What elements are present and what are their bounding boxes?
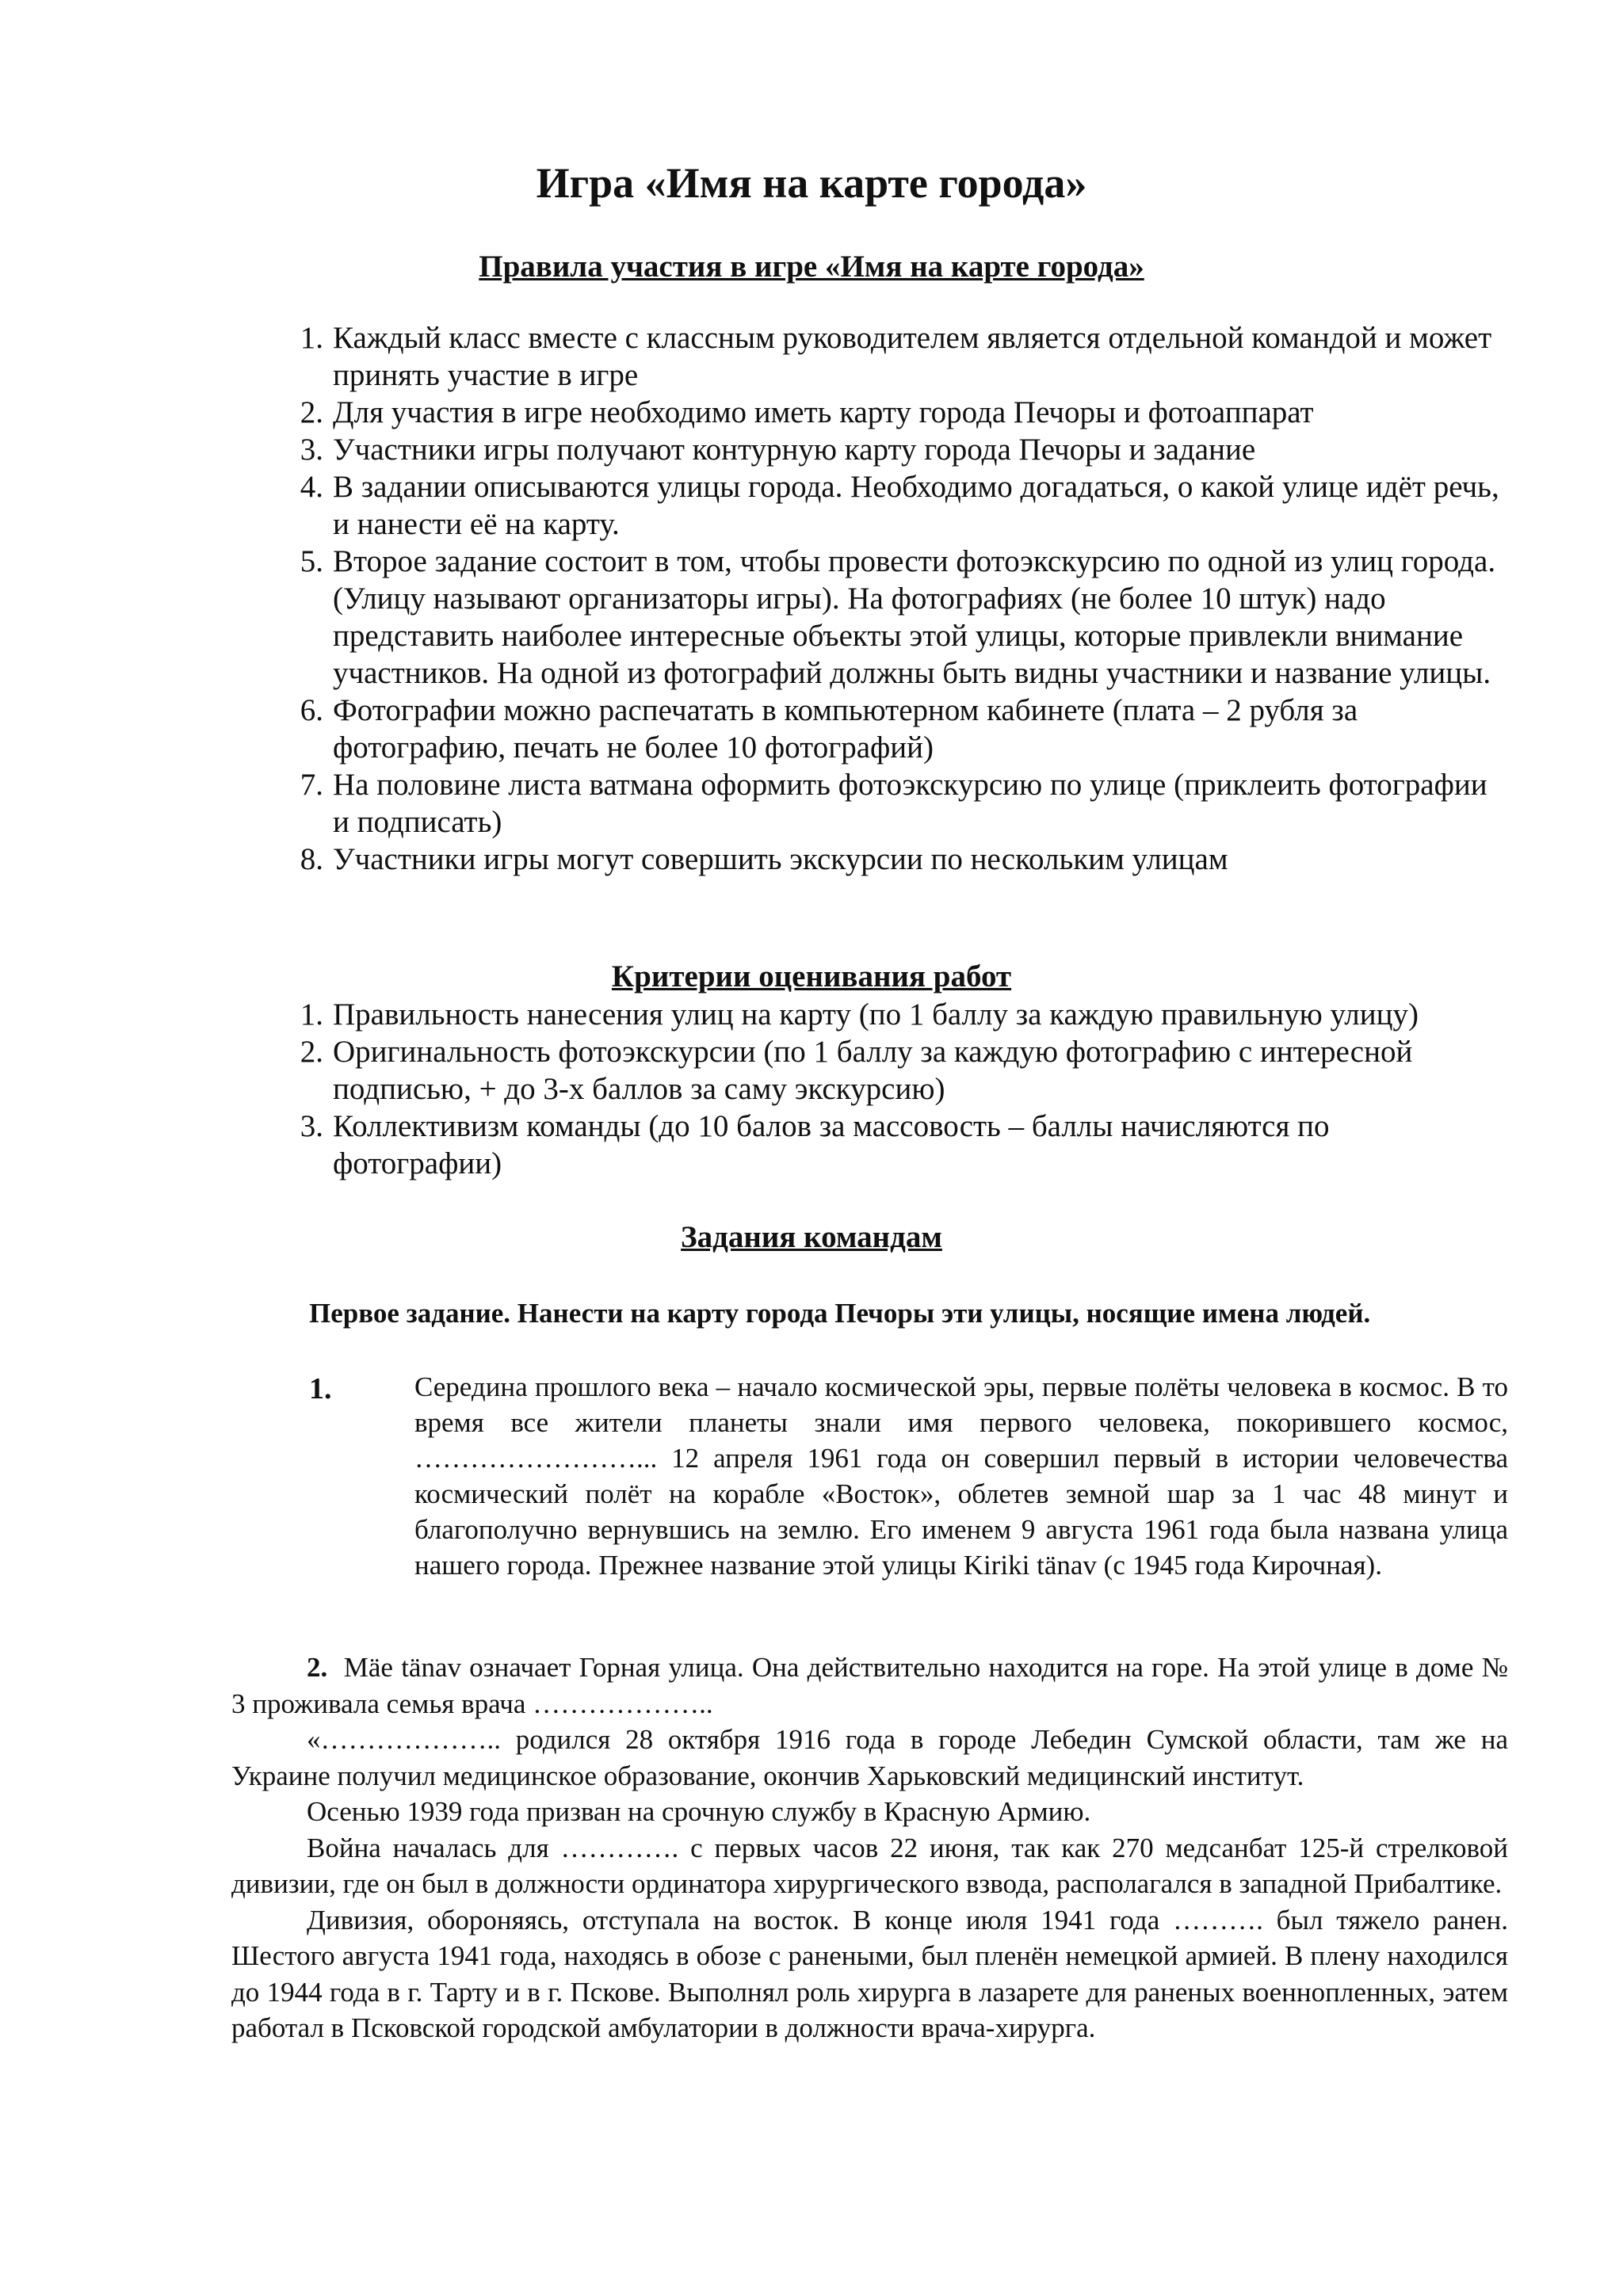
- item-number: 8.: [300, 842, 323, 876]
- list-item: [300, 766, 1506, 841]
- list-item: [300, 692, 1506, 766]
- item-text: Оригинальность фотоэкскурсии (по 1 баллу за каждую фотографию с интересной подписью, + до 3-х баллов за саму экскурсию): [333, 1035, 1413, 1106]
- page-title: Игра «Имя на карте города»: [536, 159, 1087, 207]
- item-text: Для участия в игре необходимо иметь карту города Печоры и фотоаппарат: [333, 395, 1314, 429]
- task2-paragraph: Война началась для …………. с первых часов 22 июня, так как 270 медсанбат 125-й стрелковой дивизии, где он был в должности ординатора хирургического взвода, располагался в западной Прибалтике.: [231, 1832, 1508, 1899]
- item-text: Второе задание состоит в том, чтобы провести фотоэкскурсию по одной из улиц города. (Улицу называют организаторы игры). На фотографиях (не более 10 штук) надо представить наиболее интересные объекты этой улицы, которые привлекли внимание участников. На одной из фотографий должны быть видны участники и название улицы.: [333, 544, 1496, 690]
- list-item: [300, 394, 1506, 431]
- task2-number: 2.: [307, 1652, 328, 1683]
- item-text: Участники игры получают контурную карту города Печоры и задание: [333, 433, 1256, 467]
- list-item: [300, 431, 1506, 468]
- task1-number: 1.: [309, 1372, 332, 1405]
- first-task-heading: Первое задание. Нанести на карту города Печоры эти улицы, носящие имена людей.: [309, 1298, 1371, 1329]
- list-item: [300, 1033, 1506, 1108]
- list-item: [300, 996, 1506, 1033]
- list-item: [300, 468, 1506, 543]
- item-number: 3.: [300, 1109, 323, 1143]
- item-number: 2.: [300, 1035, 323, 1069]
- criteria-list: [300, 996, 1506, 1182]
- task2-paragraph-text: Mäe tänav означает Горная улица. Она действительно находится на горе. На этой улице в доме № 3 проживала семья врача ………………..: [231, 1652, 1508, 1719]
- list-item: [300, 319, 1506, 394]
- list-item: [300, 841, 1506, 878]
- item-text: Участники игры могут совершить экскурсии по нескольким улицам: [333, 842, 1228, 876]
- item-number: 4.: [300, 470, 323, 504]
- item-number: 5.: [300, 544, 323, 578]
- task1-text: Середина прошлого века – начало космической эры, первые полёты человека в космос. В то время все жители планеты знали имя первого человека, покорившего космос, ……………………... 12 апреля 1961 года он совершил первый в истории человечества космический полёт на корабле «Восток», облетев земной шар за 1 час 48 минут и благополучно вернувшись на землю. Его именем 9 августа 1961 года была названа улица нашего города. Прежнее название этой улицы Kiriki tänav (с 1945 года Кирочная).: [414, 1371, 1508, 1581]
- list-item: [300, 1108, 1506, 1182]
- task2-block: [231, 1650, 1508, 2046]
- task2-paragraph: Дивизия, обороняясь, отступала на восток. В конце июля 1941 года ………. был тяжело ранен. Шестого августа 1941 года, находясь в обозе с ранеными, был пленён немецкой армией. В плену находился до 1944 года в г. Тарту и в г. Пскове. Выполнял роль хирурга в лазарете для раненых военнопленных, эатем работал в Псковской городской амбулатории в должности врача-хирурга.: [231, 1904, 1508, 2043]
- task2-paragraph: «……………….. родился 28 октября 1916 года в городе Лебедин Сумской области, там же на Украине получил медицинское образование, окончив Харьковский медицинский институт.: [231, 1724, 1508, 1791]
- item-text: Каждый класс вместе с классным руководителем является отдельной командой и может принять участие в игре: [333, 321, 1492, 392]
- rules-list: [300, 319, 1506, 878]
- item-number: 6.: [300, 693, 323, 727]
- item-text: В задании описываются улицы города. Необходимо догадаться, о какой улице идёт речь, и нанести её на карту.: [333, 470, 1499, 541]
- list-item: [300, 543, 1506, 692]
- item-number: 3.: [300, 433, 323, 467]
- item-number: 1.: [300, 997, 323, 1032]
- tasks-heading: Задания командам: [681, 1220, 942, 1254]
- item-number: 2.: [300, 395, 323, 429]
- task2-paragraph: [231, 1650, 1508, 1722]
- item-text: Правильность нанесения улиц на карту (по 1 баллу за каждую правильную улицу): [333, 997, 1419, 1032]
- item-number: 7.: [300, 768, 323, 802]
- rules-heading: Правила участия в игре «Имя на карте города»: [479, 250, 1144, 284]
- task2-paragraph: Осенью 1939 года призван на срочную службу в Красную Армию.: [307, 1796, 1091, 1827]
- item-number: 1.: [300, 321, 323, 355]
- item-text: На половине листа ватмана оформить фотоэкскурсию по улице (приклеить фотографии и подписать): [333, 768, 1487, 839]
- item-text: Фотографии можно распечатать в компьютерном кабинете (плата – 2 рубля за фотографию, печать не более 10 фотографий): [333, 693, 1358, 765]
- criteria-heading: Критерии оценивания работ: [611, 959, 1012, 994]
- item-text: Коллективизм команды (до 10 балов за массовость – баллы начисляются по фотографии): [333, 1109, 1330, 1180]
